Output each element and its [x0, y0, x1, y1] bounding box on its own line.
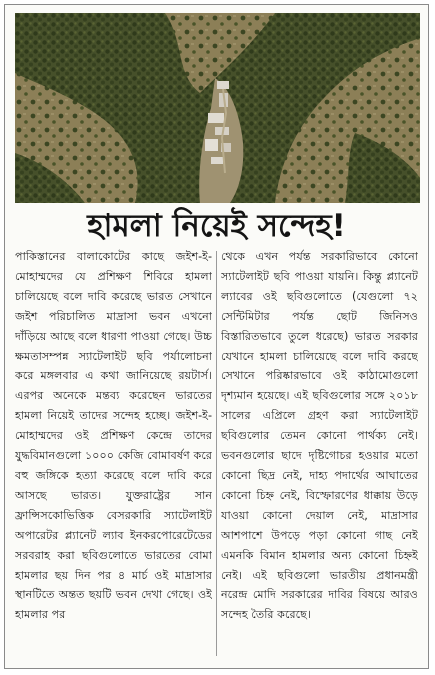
- news-clipping: [4, 4, 429, 669]
- article-text-left-column: পাকিস্তানের বালাকোটের কাছে জইশ-ই-মোহাম্মদের যে প্রশিক্ষণ শিবিরে হামলা চালিয়েছে বলে দাবি করেছে ভারত সেখানে জইশ পরিচালিত মাদ্রাসা ভবন এখনো দাঁড়িয়ে আছে বলে ধারণা পাওয়া গেছে। উচ্চ ক্ষমতাসম্পন্ন স্যাটেলাইট ছবি পর্যালোচনা করে মঙ্গলবার এ কথা জানিয়েছে রয়টার্স। এরপর অনেকে মন্তব্য করেছেন ভারতের হামলা নিয়েই তাদের সন্দেহ হচ্ছে। জইশ-ই-মোহাম্মদের ওই প্রশিক্ষণ কেন্দ্রে তাদের যুদ্ধবিমানগুলো ১০০০ কেজি বোমাবর্ষণ করে বহু জঙ্গিকে হত্যা করেছে বলে দাবি করে আসছে ভারত। যুক্তরাষ্ট্রের সান ফ্রান্সিসকোভিত্তিক বেসরকারি স্যাটেলাইট অপারেটর প্ল্যানেট ল্যাব ইনকরপোরেটেডের সরবরাহ করা ছবিগুলোতে ভারতের বোমা হামলার ছয় দিন পর ৪ মার্চ ওই মাদ্রাসার স্থানটিতে অন্তত ছয়টি ভবন দেখা গেছে। ওই হামলার পর: [15, 250, 212, 622]
- satellite-photo-image: [15, 13, 420, 203]
- satellite-photo: [15, 13, 420, 203]
- article-text-right-column: থেকে এখন পর্যন্ত সরকারিভাবে কোনো স্যাটেলাইট ছবি পাওয়া যায়নি। কিন্তু প্ল্যানেট ল্যাবের ওই ছবিগুলোতে (যেগুলো ৭২ সেন্টিমিটার পর্যন্ত ছোট জিনিসও বিস্তারিতভাবে তুলে ধরেছে) ভারত সরকার যেখানে হামলা চালিয়েছে বলে দাবি করছে সেখানে পরিষ্কারভাবে ওই কাঠামোগুলো দৃশ্যমান হয়েছে। এই ছবিগুলোর সঙ্গে ২০১৮ সালের এপ্রিলে গ্রহণ করা স্যাটেলাইট ছবিগুলোর তেমন কোনো পার্থক্য নেই। ভবনগুলোর ছাদে দৃষ্টিগোচর হওয়ার মতো কোনো ছিদ্র নেই, দাহ্য পদার্থের আঘাতের কোনো চিহ্ন নেই, বিস্ফোরণের ধাক্কায় উড়ে যাওয়া কোনো দেয়াল নেই, মাদ্রাসার আশপাশে উপড়ে পড়া কোনো গাছ নেই এমনকি বিমান হামলার অন্য কোনো চিহ্নই নেই। এই ছবিগুলো ভারতীয় প্রধানমন্ত্রী নরেন্দ্র মোদি সরকারের দাবির বিষয়ে আরও সন্দেহ তৈরি করেছে।: [221, 250, 418, 622]
- headline: হামলা নিয়েই সন্দেহ!: [87, 208, 346, 244]
- column-divider: [216, 251, 217, 656]
